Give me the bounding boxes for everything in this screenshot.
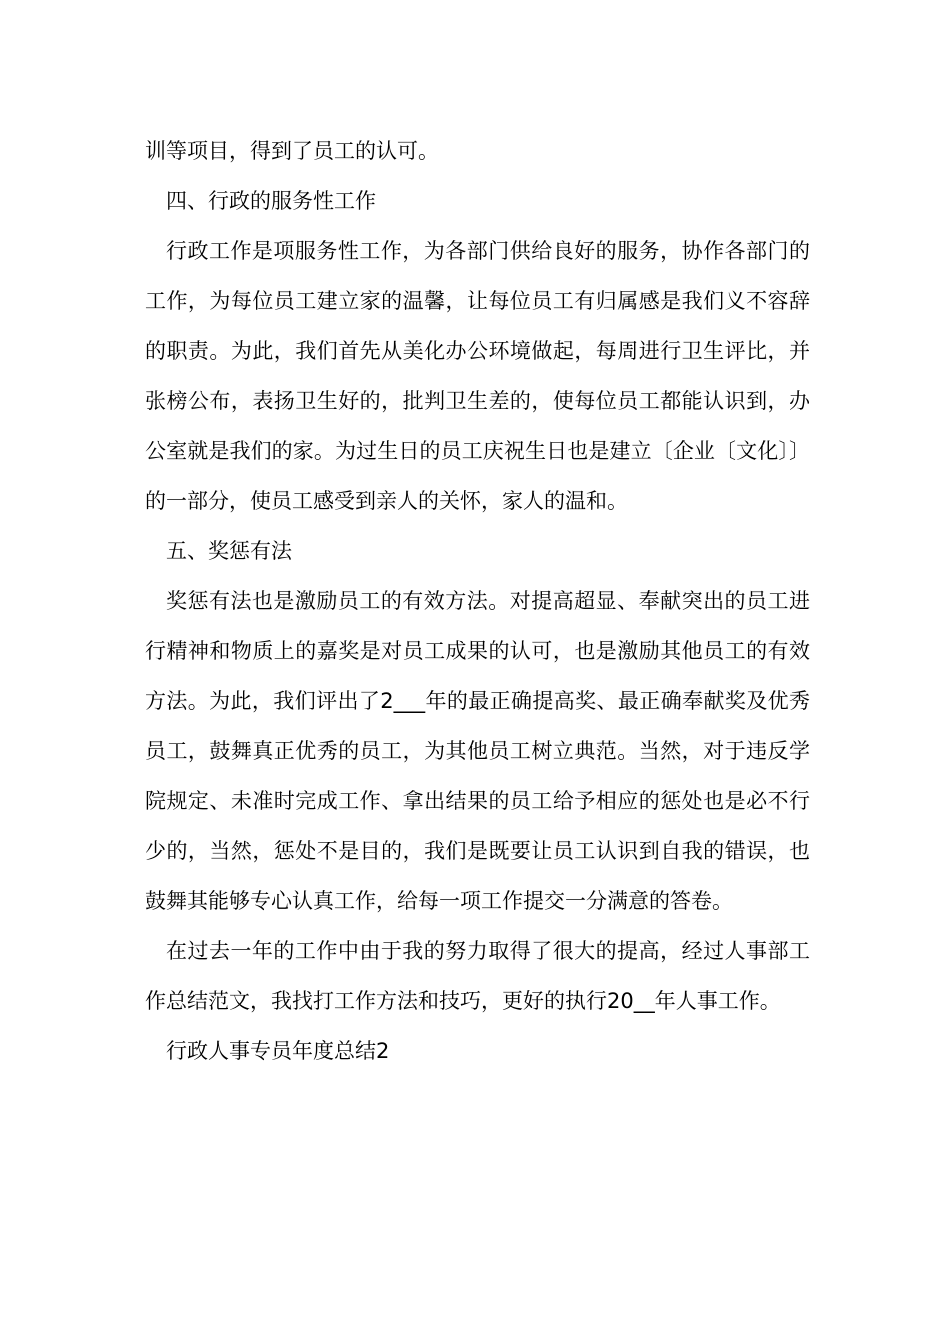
next-document-title: 行政人事专员年度总结2 [166,1039,390,1063]
document-body [145,126,810,1076]
paragraph-continuation: 训等项目，得到了员工的认可。 [145,139,439,163]
paragraph-service-work: 行政工作是项服务性工作，为各部门供给良好的服务，协作各部门的工作，为每位员工建立家的温馨，让每位员工有归属感是我们义不容辞的职责。为此，我们首先从美化办公环境做起，每周进行卫生评比，并张榜公布，表扬卫生好的，批判卫生差的，使每位员工都能认识到，办公室就是我们的家。为过生日的员工庆祝生日也是建立〔企业〔文化〕〕的一部分，使员工感受到亲人的关怀，家人的温和。 [145,239,810,513]
section-heading-service-work: 四、行政的服务性工作 [166,189,376,213]
paragraph-rewards-penalties: 奖惩有法也是激励员工的有效方法。对提高超显、奉献突出的员工进行精神和物质上的嘉奖是对员工成果的认可，也是激励其他员工的有效方法。为此，我们评出了2___年的最正确提高奖、最正确奉献奖及优秀员工，鼓舞真正优秀的员工，为其他员工树立典范。当然，对于违反学院规定、未准时完成工作、拿出结果的员工给予相应的惩处也是必不行少的，当然，惩处不是目的，我们是既要让员工认识到自我的错误，也鼓舞其能够专心认真工作，给每一项工作提交一分满意的答卷。 [145,589,810,913]
paragraph-summary: 在过去一年的工作中由于我的努力取得了很大的提高，经过人事部工作总结范文，我找打工作方法和技巧，更好的执行20__年人事工作。 [145,939,810,1013]
section-heading-rewards-penalties: 五、奖惩有法 [166,539,292,563]
